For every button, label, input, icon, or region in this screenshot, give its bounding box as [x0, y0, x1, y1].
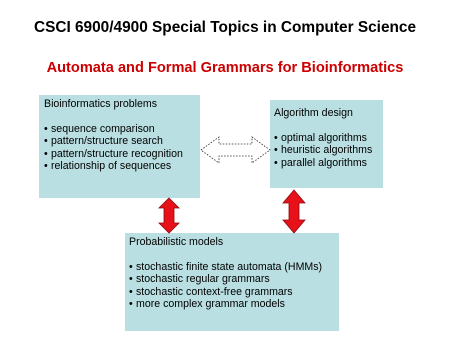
bullet-icon: •: [274, 144, 278, 157]
bullet-icon: •: [274, 131, 278, 144]
bullet-icon: •: [274, 156, 278, 169]
bullet-icon: •: [44, 147, 48, 160]
bullet-icon: •: [44, 160, 48, 173]
list-item-text: parallel algorithms: [281, 156, 367, 169]
list-item-text: stochastic context-free grammars: [136, 285, 293, 298]
box-heading: Probabilistic models: [129, 236, 224, 248]
double-arrow-red-icon: [283, 190, 305, 233]
slide-subtitle: Automata and Formal Grammars for Bioinformatics: [46, 60, 404, 76]
bullet-icon: •: [129, 298, 133, 311]
list-item-text: stochastic regular grammars: [136, 273, 270, 286]
bullet-icon: •: [44, 122, 48, 135]
double-arrow-dotted-icon: [201, 137, 270, 163]
list-item-text: relationship of sequences: [51, 160, 172, 173]
box-heading: Algorithm design: [274, 107, 353, 119]
slide-title: CSCI 6900/4900 Special Topics in Computer Science: [33, 19, 417, 36]
list-item-text: heuristic algorithms: [281, 144, 373, 157]
bullet-icon: •: [129, 260, 133, 273]
bullet-icon: •: [44, 135, 48, 148]
list-item-text: stochastic finite state automata (HMMs): [136, 260, 323, 273]
box-heading: Bioinformatics problems: [44, 98, 158, 110]
list-item-text: sequence comparison: [51, 122, 155, 135]
list-item-text: optimal algorithms: [281, 131, 367, 144]
list-item-text: more complex grammar models: [136, 298, 285, 311]
double-arrow-red-icon: [159, 198, 179, 233]
list-item-text: pattern/structure search: [51, 135, 163, 148]
bullet-icon: •: [129, 273, 133, 286]
bullet-icon: •: [129, 285, 133, 298]
list-item-text: pattern/structure recognition: [51, 147, 183, 160]
